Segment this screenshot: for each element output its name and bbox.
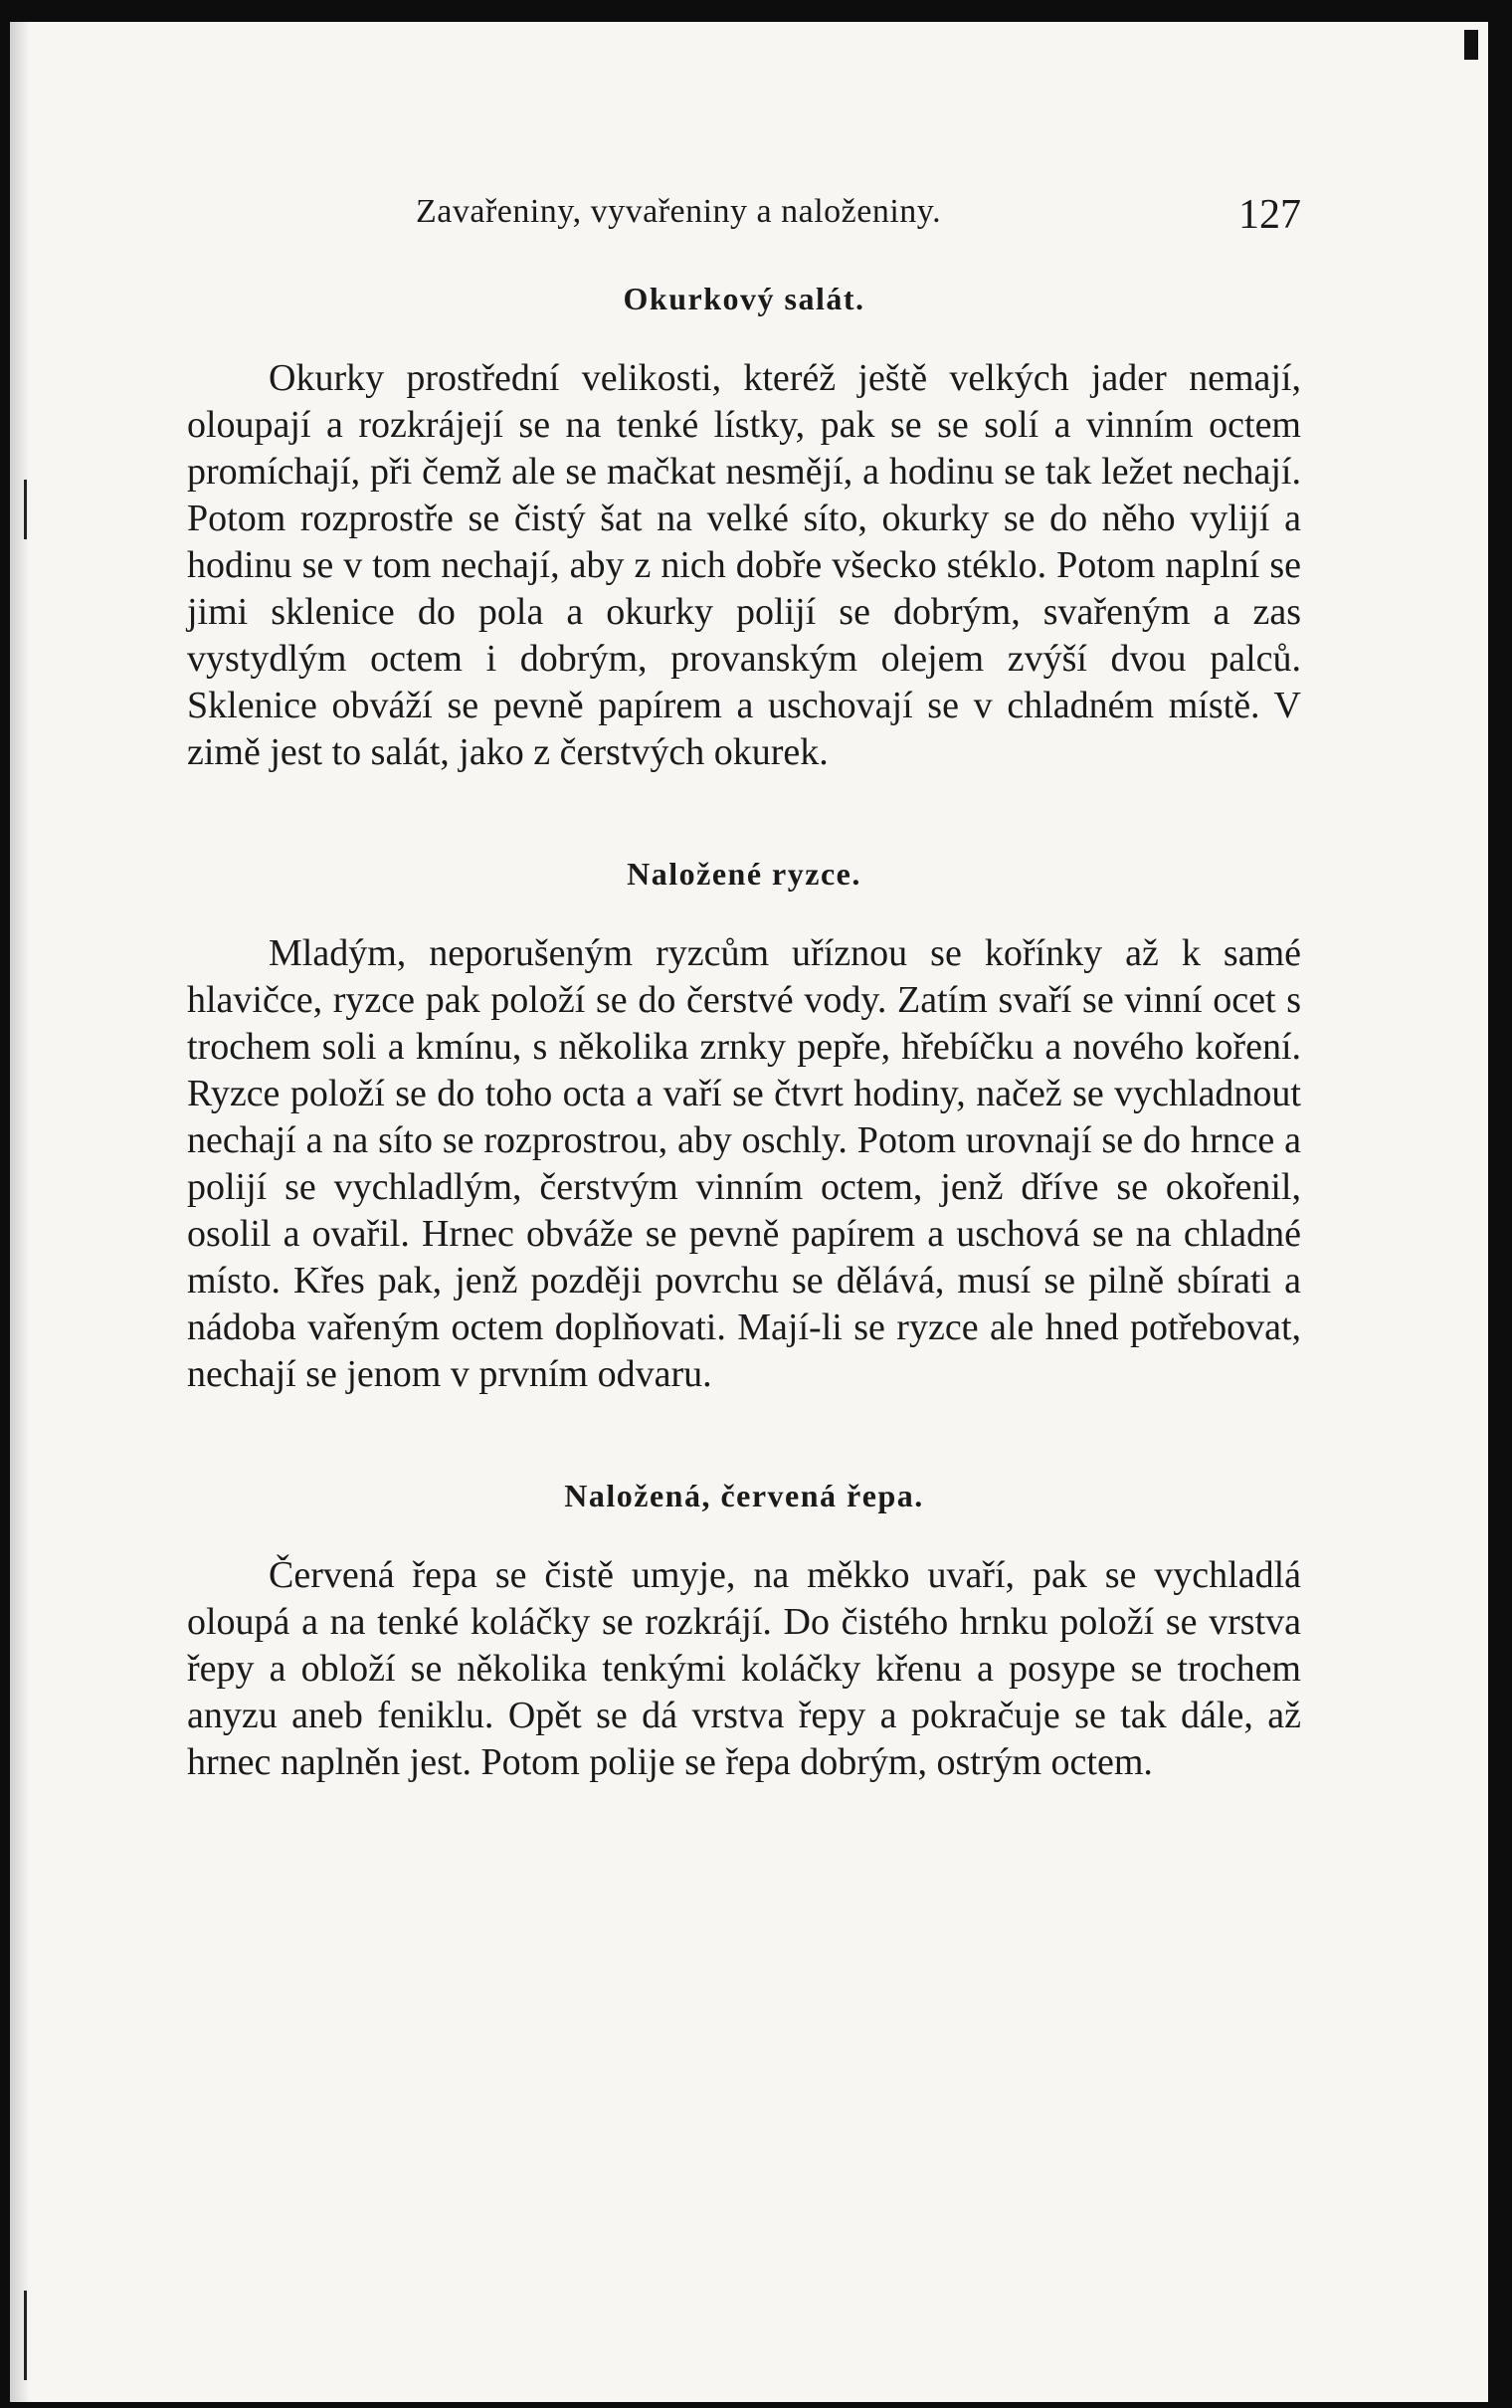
- section-paragraph: Okurky prostřední velikosti, kteréž ještě velkých jader nemají, oloupají a rozkrájejí se na tenké lístky, pak se se solí a vinním octem promíchají, při čemž ale se mačkat nesmějí, a hodinu se tak ležet nechají. Potom rozprostře se čistý šat na velké síto, okurky se do něho vylijí a hodinu se v tom nechají, aby z nich dobře všecko stéklo. Potom naplní se jimi sklenice do pola a okurky polijí se dobrým, svařeným a zas vystydlým octem i dobrým, provanským olejem zvýší dvou palců. Sklenice obváží se pevně papírem a uschovají se v chladném místě. V zimě jest to salát, jako z čerstvých okurek.: [187, 357, 1301, 773]
- page-corner-mark: [1464, 30, 1478, 60]
- recipe-okurkovy-salat: [187, 281, 1301, 776]
- recipe-nalozene-ryzce: [187, 856, 1301, 1398]
- recipe-nalozena-cervena-repa: [187, 1478, 1301, 1786]
- book-page: [10, 22, 1488, 2402]
- page-number: 127: [1238, 192, 1301, 238]
- page-content: [187, 161, 1301, 1786]
- page-edge-mark: [24, 480, 27, 539]
- section-paragraph: Červená řepa se čistě umyje, na měkko uvaří, pak se vychladlá oloupá a na tenké koláčky se rozkrájí. Do čistého hrnku položí se vrstva řepy a obloží se několika tenkými koláčky křenu a posype se trochem anyzu aneb feniklu. Opět se dá vrstva řepy a pokračuje se tak dále, až hrnec naplněn jest. Potom polije se řepa dobrým, ostrým octem.: [187, 1554, 1301, 1783]
- section-heading: Naložená, červená řepa.: [564, 1478, 924, 1513]
- running-title: Zavařeniny, vyvařeniny a naloženiny.: [416, 193, 942, 230]
- page-spine-shadow: [10, 22, 30, 2402]
- running-head: [187, 161, 1301, 238]
- section-paragraph: Mladým, neporušeným ryzcům uříznou se kořínky až k samé hlavičce, ryzce pak položí se do čerstvé vody. Zatím svaří se vinní ocet s trochem soli a kmínu, s několika zrnky pepře, hřebíčku a nového koření. Ryzce položí se do toho octa a vaří se čtvrt hodiny, načež se vychladnout nechají a na síto se rozprostrou, aby oschly. Potom urovnají se do hrnce a polijí se vychladlým, čerstvým vinním octem, jenž dříve se okořenil, osolil a ovařil. Hrnec obváže se pevně papírem a uschová se na chladné místo. Křes pak, jenž později povrchu se dělává, musí se pilně sbírati a nádoba vařeným octem doplňovati. Mají-li se ryzce ale hned potřebovat, nechají se jenom v prvním odvaru.: [187, 932, 1301, 1395]
- section-heading: Naložené ryzce.: [627, 856, 861, 892]
- section-heading: Okurkový salát.: [623, 281, 865, 316]
- page-edge-mark: [24, 2291, 27, 2380]
